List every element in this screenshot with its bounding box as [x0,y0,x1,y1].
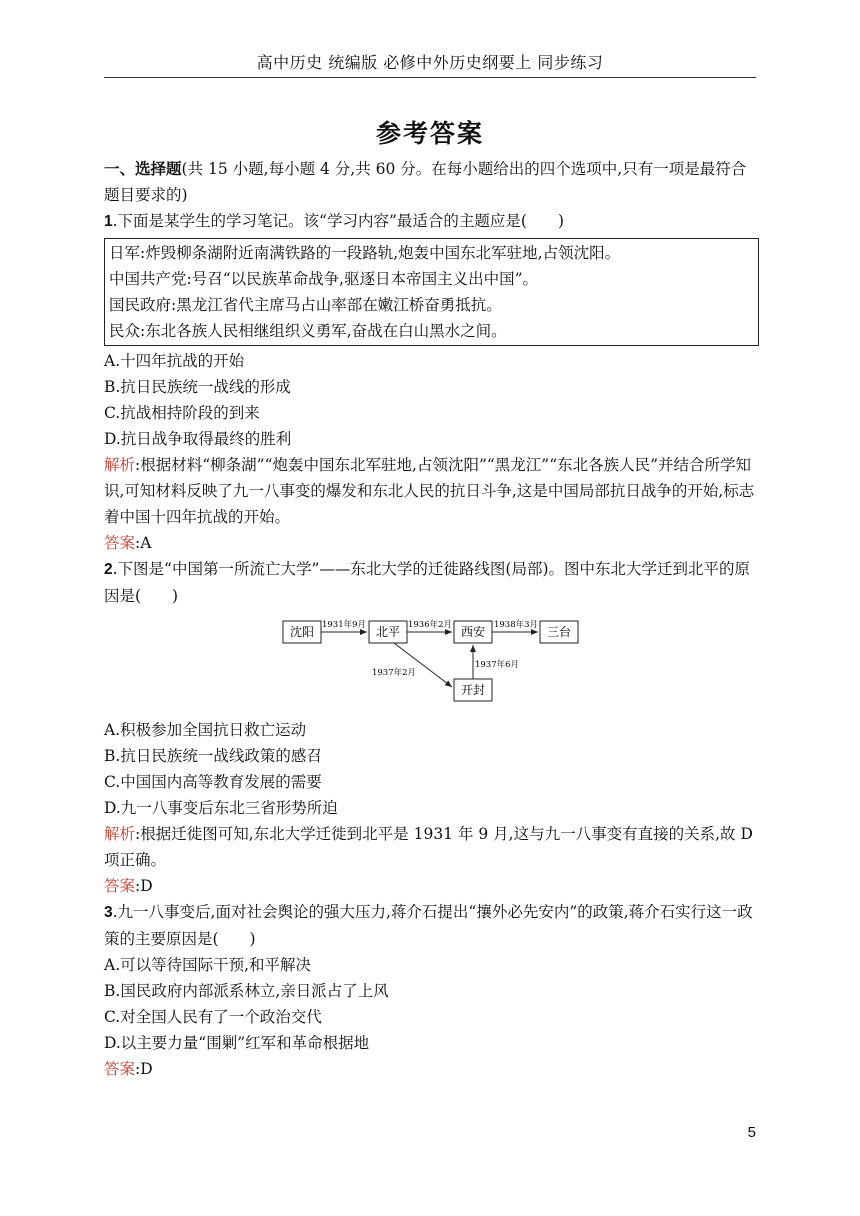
edge-label: 1937年2月 [371,668,417,678]
edge-label: 1936年2月 [407,620,453,630]
node-shenyang [283,621,321,643]
section-label: 一、选择题 [104,159,182,178]
node-label: 北平 [375,625,401,639]
answer-value: :D [135,877,153,895]
analysis-label: 解析 [104,456,136,474]
header-divider [104,77,756,78]
note-line: 中国共产党:号召“以民族革命战争,驱逐日本帝国主义出中国”。 [109,270,538,288]
route-svg [104,613,759,713]
edge-label: 1938年3月 [493,620,539,630]
page-title: 参考答案 [375,119,484,148]
page-header: 高中历史 统编版 必修中外历史纲要上 同步练习 [256,53,604,72]
option: B.抗日民族统一战线的形成 [104,378,291,396]
note-line: 日军:炸毁柳条湖附近南满铁路的一段路轨,炮轰中国东北军驻地,占领沈阳。 [109,244,621,262]
option: C.抗战相持阶段的到来 [104,404,260,422]
analysis-label: 解析 [104,825,136,843]
answer-label: 答案 [104,877,136,895]
node-label: 三台 [546,625,572,639]
option: D.九一八事变后东北三省形势所迫 [104,799,338,817]
question-1-stem [104,208,759,235]
analysis-text: :根据材料“柳条湖”“炮轰中国东北军驻地,占领沈阳”“黑龙江”“东北各族人民”并结合所学知识,可知材料反映了九一八事变的爆发和东北人民的抗日斗争,这是中国局部抗日战争的开始,标志着中国十四年抗战的开始。 [104,456,755,526]
migration-route-diagram [104,613,759,713]
question-text: .下面是某学生的学习笔记。该“学习内容”最适合的主题应是( ) [112,212,564,230]
analysis [104,821,759,873]
edge-label: 1937年6月 [474,660,520,670]
question-2-stem [104,556,759,609]
page-number: 5 [747,1124,756,1141]
option: B.抗日民族统一战线政策的感召 [104,747,322,765]
option: B.国民政府内部派系林立,亲日派占了上风 [104,982,389,1000]
node-xian [454,621,492,643]
answer-label: 答案 [104,534,136,552]
section-instructions: (共 15 小题,每小题 4 分,共 60 分。在每小题给出的四个选项中,只有一项是最符合题目要求的) [104,160,747,204]
question-number: 3 [104,904,113,921]
option: D.抗日战争取得最终的胜利 [104,430,292,448]
node-santai [540,621,578,643]
section-heading [104,156,759,208]
option: A.积极参加全国抗日救亡运动 [104,721,307,739]
node-label: 开封 [460,683,486,697]
answer [104,530,759,556]
answer [104,1056,759,1082]
answer-value: :D [135,1060,153,1078]
option: C.对全国人民有了一个政治交代 [104,1008,322,1026]
study-notes-box [104,238,759,346]
edge-arrow [394,643,452,687]
answer-content [104,156,759,1082]
question-number: 1 [104,213,113,230]
question-text: .下图是“中国第一所流亡大学”——东北大学的迁徙路线图(局部)。图中东北大学迁到北平的原因是( ) [104,560,750,605]
option: A.十四年抗战的开始 [104,352,245,370]
analysis [104,452,759,530]
note-line: 国民政府:黑龙江省代主席马占山率部在嫩江桥奋勇抵抗。 [109,296,502,314]
option: C.中国国内高等教育发展的需要 [104,773,322,791]
node-beiping [369,621,407,643]
option: A.可以等待国际干预,和平解决 [104,956,312,974]
option: D.以主要力量“围剿”红军和革命根据地 [104,1034,370,1052]
question-number: 2 [104,561,113,578]
edge-label: 1931年9月 [321,620,367,630]
question-3-stem [104,899,759,952]
node-label: 沈阳 [289,625,315,639]
answer-label: 答案 [104,1060,136,1078]
answer-value: :A [135,534,152,552]
answer [104,873,759,899]
node-label: 西安 [460,625,486,639]
analysis-text: :根据迁徙图可知,东北大学迁徙到北平是 1931 年 9 月,这与九一八事变有直接的关系,故 D 项正确。 [104,825,753,869]
node-kaifeng [454,679,492,701]
note-line: 民众:东北各族人民相继组织义勇军,奋战在白山黑水之间。 [109,322,507,340]
question-text: .九一八事变后,面对社会舆论的强大压力,蒋介石提出“攘外必先安内”的政策,蒋介石实行这一政策的主要原因是( ) [104,903,753,948]
